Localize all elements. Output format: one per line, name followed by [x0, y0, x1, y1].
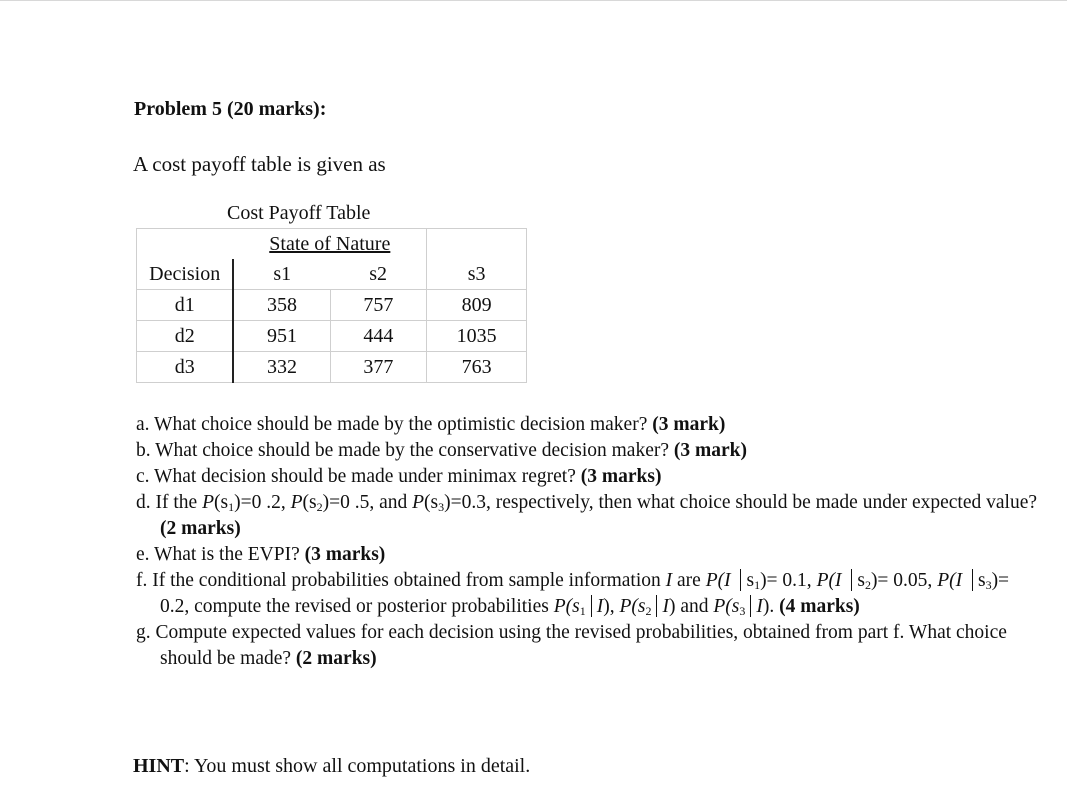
cell-d1-s2: 757: [330, 290, 427, 321]
column-header-s3: s3: [427, 259, 527, 290]
table-header-row: [137, 259, 527, 290]
row-label-d3: d3: [137, 352, 234, 383]
hint-label: HINT: [133, 755, 185, 777]
hint-text: HINT: You must show all computations in detail.: [133, 755, 531, 777]
problem-title: Problem 5 (20 marks):: [134, 98, 327, 120]
empty-corner-cell: [137, 229, 234, 260]
cell-d3-s1: 332: [233, 352, 330, 383]
table-row: [137, 321, 527, 352]
cell-d2-s2: 444: [330, 321, 427, 352]
cell-d1-s3: 809: [427, 290, 527, 321]
question-b: b. What choice should be made by the conservative decision maker? (3 mark): [136, 440, 747, 461]
table-header-row-state: [137, 229, 527, 260]
cell-d3-s3: 763: [427, 352, 527, 383]
column-header-s2: s2: [330, 259, 427, 290]
row-label-d2: d2: [137, 321, 234, 352]
cost-payoff-table: [136, 228, 527, 383]
cell-d3-s2: 377: [330, 352, 427, 383]
row-label-d1: d1: [137, 290, 234, 321]
question-list: [136, 412, 1041, 672]
question-d: d. If the $P(s_1)=0$ .2, $P(s_2)=0$ .5, and $P(s_3)=0.3$, respectively, then what choice should be made under expected value? (2 marks): [136, 492, 1038, 539]
table-title: Cost Payoff Table: [227, 202, 371, 224]
question-c: c. What decision should be made under minimax regret? (3 marks): [136, 466, 662, 487]
decision-header: Decision: [137, 259, 234, 290]
intro-text: A cost payoff table is given as: [133, 152, 386, 176]
state-of-nature-header: State of Nature: [233, 229, 426, 260]
empty-header-cell: [427, 229, 527, 260]
question-g: g. Compute expected values for each decision using the revised probabilities, obtained from part f. What choice should be made? (2 marks): [136, 622, 1007, 669]
question-e: e. What is the EVPI? (3 marks): [136, 544, 386, 565]
question-a: a. What choice should be made by the optimistic decision maker? (3 mark): [136, 414, 726, 435]
cell-d2-s3: 1035: [427, 321, 527, 352]
column-header-s1: s1: [233, 259, 330, 290]
cell-d2-s1: 951: [233, 321, 330, 352]
top-border-line: [0, 0, 1067, 1]
table-row: [137, 352, 527, 383]
cell-d1-s1: 358: [233, 290, 330, 321]
table-row: [137, 290, 527, 321]
question-f: f. If the conditional probabilities obtained from sample information I are P(I $s_1)= 0.1$, P(I $s_2)= 0.05$, P(I $s_3)= 0.2$, compute the revised or posterior probabilities $P(s_1$ I), $P(s_2$ I) and $P(s_3$ I). (4 marks): [136, 570, 1010, 618]
